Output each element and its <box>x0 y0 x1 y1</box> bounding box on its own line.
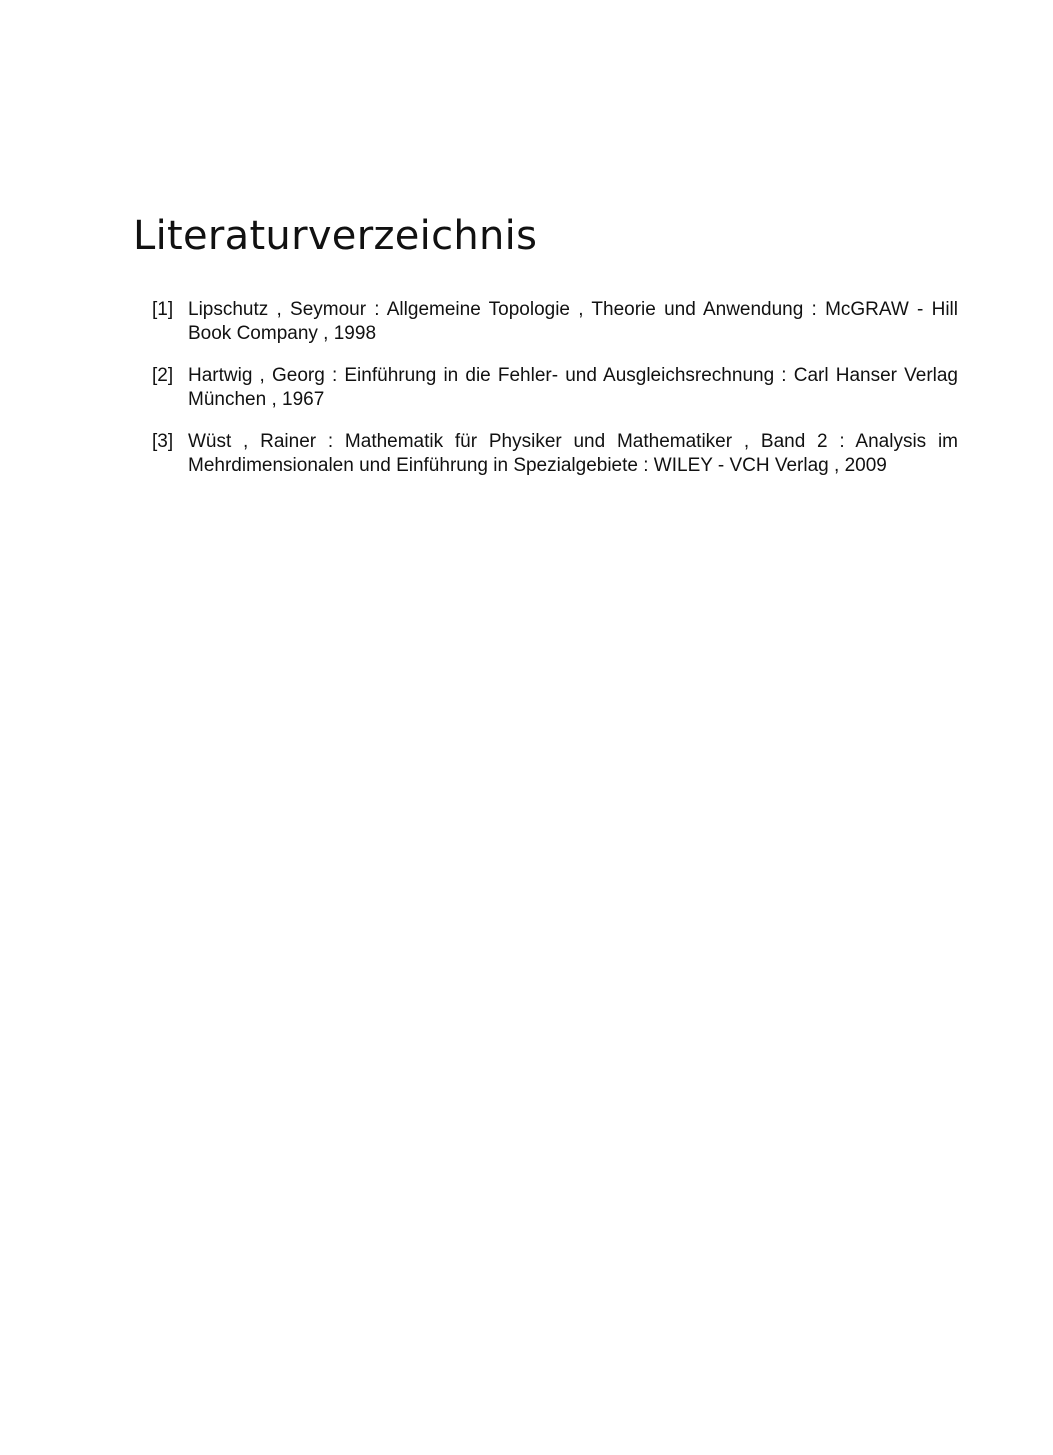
bibliography-entry <box>152 430 958 478</box>
entry-label: [2] <box>152 365 174 386</box>
entry-label: [1] <box>152 299 174 320</box>
entry-text: Lipschutz , Seymour : Allgemeine Topologie , Theorie und Anwendung : McGRAW - Hill Book Company , 1998 <box>188 299 958 344</box>
bibliography-entry <box>152 298 958 346</box>
entry-text: Hartwig , Georg : Einführung in die Fehler- und Ausgleichsrechnung : Carl Hanser Verlag München , 1967 <box>188 365 958 410</box>
chapter-title: Literaturverzeichnis <box>133 213 538 259</box>
entry-label: [3] <box>152 431 174 452</box>
entry-text: Wüst , Rainer : Mathematik für Physiker und Mathematiker , Band 2 : Analysis im Mehrdimensionalen und Einführung in Spezialgebiete : WILEY - VCH Verlag , 2009 <box>188 431 958 476</box>
bibliography-entry <box>152 364 958 412</box>
bibliography-list <box>152 298 958 496</box>
